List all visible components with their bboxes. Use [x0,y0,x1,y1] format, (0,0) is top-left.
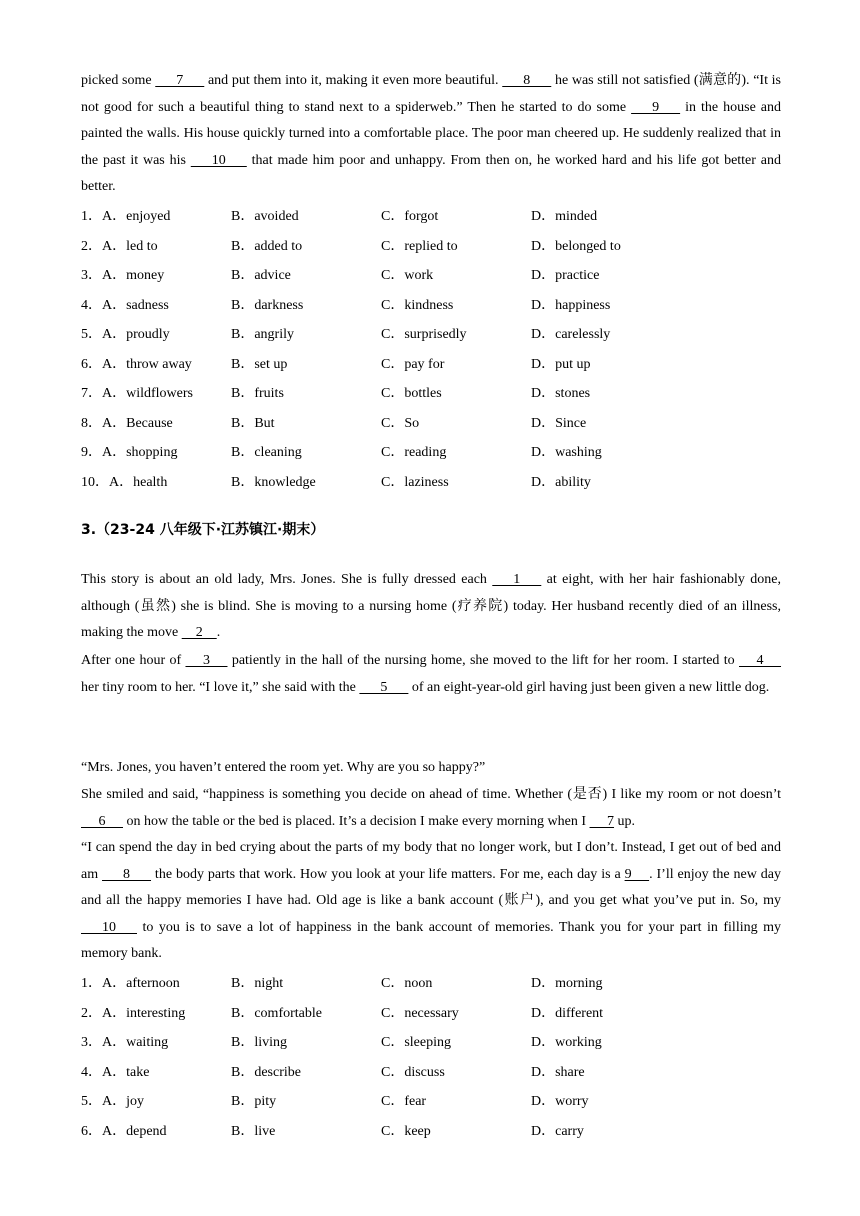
option-row [81,1028,781,1058]
option-a: 2．A．interesting [81,1005,186,1021]
option-a: 5．A．proudly [81,327,170,342]
option-b: B．comfortable [231,1005,322,1021]
option-b: B．pity [231,1094,277,1109]
passage-text: he was still not satisfied (满意的). “It is not good for such a beautiful thing to stand next to a spiderweb.” Then he started to do some [81,73,782,115]
option-c: C．fear [381,1094,427,1109]
answer-blank: 9 [624,866,650,882]
answer-blank: 5 [359,679,409,695]
option-row [81,261,781,291]
option-a: 8．A．Because [81,415,173,431]
option-row [81,350,781,380]
option-row [81,999,781,1029]
option-row [81,202,781,232]
option-c: C．So [381,415,420,431]
option-b: B．angrily [231,327,294,342]
option-b: B．But [231,415,275,431]
passage-text: She smiled and said, “happiness is something you decide on ahead of time. Whether (是否) I like my room or not doesn’t [81,787,781,802]
passage-text: “Mrs. Jones, you haven’t entered the room yet. Why are you so happy?” [81,760,486,775]
option-d: D．ability [531,474,591,490]
option-d: D．washing [531,445,602,460]
option-a: 3．A．money [81,268,165,283]
option-row [81,1058,781,1088]
option-row [81,969,781,999]
option-a: 9．A．shopping [81,445,178,460]
option-c: C．discuss [381,1064,445,1080]
option-d: D．working [531,1035,602,1050]
option-a: 5．A．joy [81,1094,144,1109]
option-a: 3．A．waiting [81,1035,169,1050]
passage-text: patiently in the hall of the nursing home, she moved to the lift for her room. I started to [227,653,740,668]
option-c: C．bottles [381,386,442,401]
answer-blank: 10 [81,919,137,935]
answer-blank: 3 [185,653,228,668]
passage-text: that made him poor and unhappy. From then on, he worked hard and his life got better and better. [81,152,781,194]
option-d: D．happiness [531,297,611,313]
passage-paragraph [81,648,781,701]
option-b: B．added to [231,238,303,254]
options-list-2 [81,969,781,1146]
option-b: B．live [231,1123,276,1139]
option-c: C．laziness [381,474,449,490]
options-list-1 [81,202,781,497]
option-a: 6．A．throw away [81,356,192,372]
option-c: C．sleeping [381,1035,451,1050]
passage-paragraph [81,567,781,647]
option-c: C．work [381,268,434,283]
option-a: 1．A．afternoon [81,976,180,991]
option-d: D．different [531,1005,604,1021]
passage-1-ending [81,68,781,201]
option-c: C．reading [381,445,447,460]
option-a: 2．A．led to [81,238,158,254]
option-d: D．morning [531,976,603,991]
passage-paragraph [81,755,781,782]
passage-paragraph [81,782,781,835]
option-row [81,291,781,321]
answer-blank: 8 [102,866,152,882]
option-c: C．necessary [381,1005,459,1021]
option-d: D．put up [531,356,591,372]
option-row [81,468,781,498]
passage-text: her tiny room to her. “I love it,” she said with the [81,679,360,695]
option-row [81,1117,781,1147]
option-c: C．keep [381,1123,431,1139]
answer-blank: 4 [739,653,782,668]
passage-text: in the house and painted the walls. His house quickly turned into a comfortable place. The poor man cheered up. He suddenly realized that in the past it was his [81,99,781,168]
option-d: D．worry [531,1094,589,1109]
option-b: B．avoided [231,209,299,224]
option-b: B．knowledge [231,474,316,490]
option-row [81,438,781,468]
passage-text: and put them into it, making it even more beautiful. [204,73,503,88]
answer-blank: 1 [492,572,542,587]
passage-text: After one hour of [81,653,186,668]
passage-paragraph [81,835,781,968]
option-a: 1．A．enjoyed [81,209,171,224]
option-b: B．describe [231,1064,301,1080]
option-d: D．stones [531,386,591,401]
passage-text: the body parts that work. How you look at your life matters. For me, each day is a [151,866,625,882]
answer-blank: 9 [631,99,681,115]
option-d: D．minded [531,209,598,224]
option-c: C．replied to [381,238,458,254]
question-3-heading: 3.（23-24 八年级下·江苏镇江·期末） [81,522,325,538]
option-c: C．pay for [381,356,445,372]
passage-text: up. [614,813,636,829]
option-c: C．noon [381,976,433,991]
option-a: 7．A．wildflowers [81,386,193,401]
option-row [81,320,781,350]
option-d: D．belonged to [531,238,621,254]
option-a: 4．A．sadness [81,297,169,313]
option-d: D．practice [531,268,600,283]
option-d: D．carelessly [531,327,611,342]
option-d: D．Since [531,415,587,431]
option-a: 4．A．take [81,1064,150,1080]
option-b: B．darkness [231,297,304,313]
option-c: C．forgot [381,209,439,224]
option-d: D．carry [531,1123,584,1139]
option-c: C．kindness [381,297,454,313]
answer-blank: 7 [155,73,205,88]
passage-text: picked some [81,73,156,88]
passage-text: at eight, with her hair fashionably done, although (虽然) she is blind. She is moving to a nursing home (疗养院) today. Her husband recently died of an illness, making the move [81,572,781,640]
passage-text: “I can spend the day in bed crying about the parts of my body that no longer work, but I don’t. Instead, I get out of bed and am [81,840,781,882]
answer-blank: 10 [190,152,247,168]
passage-text: to you is to save a lot of happiness in the bank account of memories. Thank you for your part in filling my memory bank. [81,919,781,961]
passage-text: . [216,625,221,640]
answer-blank: 7 [589,813,615,829]
option-b: B．living [231,1035,288,1050]
option-b: B．night [231,976,284,991]
option-d: D．share [531,1064,585,1080]
option-row [81,232,781,262]
option-b: B．fruits [231,386,284,401]
passage-text: This story is about an old lady, Mrs. Jones. She is fully dressed each [81,572,493,587]
answer-blank: 2 [181,625,217,640]
passage-text: of an eight-year-old girl having just been given a new little dog. [408,679,770,695]
option-b: B．set up [231,356,288,372]
passage-text: on how the table or the bed is placed. It’s a decision I make every morning when I [123,813,590,829]
answer-blank: 6 [81,813,123,829]
option-row [81,379,781,409]
option-b: B．cleaning [231,445,302,460]
option-c: C．surprisedly [381,327,467,342]
option-a: 6．A．depend [81,1123,167,1139]
passage-text: . I’ll enjoy the new day and all the happy memories I have had. Old age is like a bank account (账户), and you get what you’ve put in. So, my [81,866,781,908]
option-row [81,1087,781,1117]
option-b: B．advice [231,268,291,283]
option-a: 10．A．health [81,474,168,490]
answer-blank: 8 [502,73,552,88]
option-row [81,409,781,439]
